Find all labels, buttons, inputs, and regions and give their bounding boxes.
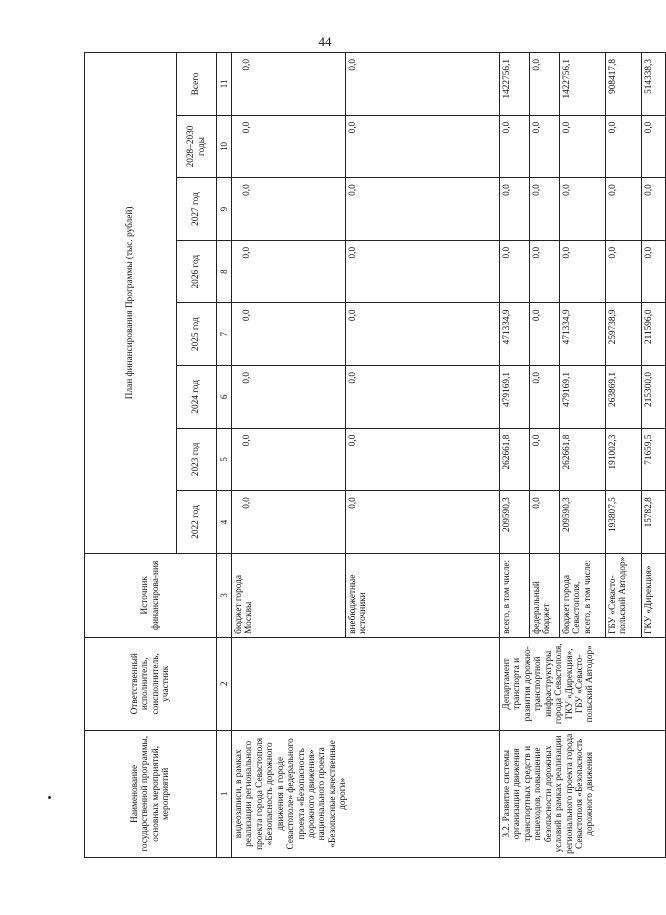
funding-source: внебюджетные источники (346, 553, 500, 637)
value-cell: 0,0 (346, 428, 500, 491)
funding-source: федеральный бюджет (530, 553, 560, 637)
value-cell: 0,0 (346, 53, 500, 116)
value-cell: 71659,5 (642, 428, 666, 491)
executor-cell: Департамент транспорта и развития дорожно-транспортной инфраструктуры города Севастополя, ГКУ «Дирекция», ГБУ «Севасто-польский Автодор» (500, 637, 666, 730)
value-cell: 0,0 (346, 366, 500, 429)
funding-source: всего, в том числе: (500, 553, 530, 637)
funding-source: ГБУ «Севасто-польский Автодор» (606, 553, 642, 637)
value-cell: 0,0 (232, 491, 346, 554)
financing-table (84, 52, 666, 858)
value-cell: 0,0 (606, 240, 642, 303)
funding-source: бюджет города Севастополя, всего, в том числе: (560, 553, 606, 637)
column-number: 2 (217, 637, 232, 730)
rotated-table-container (84, 52, 655, 858)
value-cell: 908417,8 (606, 53, 642, 116)
value-cell: 0,0 (530, 115, 560, 178)
value-cell: 0,0 (232, 240, 346, 303)
value-cell: 259738,9 (606, 303, 642, 366)
value-cell: 215300,0 (642, 366, 666, 429)
value-cell: 514338,3 (642, 53, 666, 116)
header-year: 2026 год (177, 240, 217, 303)
value-cell: 191002,3 (606, 428, 642, 491)
value-cell: 0,0 (642, 240, 666, 303)
header-source: Источник финансирова-ния (85, 553, 217, 637)
header-year: 2028–2030 годы (177, 115, 217, 178)
column-number: 4 (217, 491, 232, 554)
value-cell: 471334,9 (560, 303, 606, 366)
column-number: 9 (217, 178, 232, 241)
column-number: 5 (217, 428, 232, 491)
scan-speck (48, 796, 51, 799)
value-cell: 0,0 (560, 115, 606, 178)
value-cell: 0,0 (346, 178, 500, 241)
funding-source: ГКУ «Дирекция» (642, 553, 666, 637)
value-cell: 0,0 (500, 115, 530, 178)
value-cell: 479169,1 (500, 366, 530, 429)
executor-cell (232, 637, 500, 730)
value-cell: 0,0 (606, 115, 642, 178)
column-number: 8 (217, 240, 232, 303)
value-cell: 211596,0 (642, 303, 666, 366)
value-cell: 0,0 (346, 240, 500, 303)
value-cell: 0,0 (530, 366, 560, 429)
value-cell: 0,0 (232, 53, 346, 116)
header-executor: Ответственный исполнитель, соисполнитель, участник (85, 637, 217, 730)
table-viewport (84, 52, 655, 858)
header-year: Всего (177, 53, 217, 116)
value-cell: 471334,9 (500, 303, 530, 366)
value-cell: 209590,3 (500, 491, 530, 554)
value-cell: 0,0 (530, 240, 560, 303)
value-cell: 0,0 (606, 178, 642, 241)
column-number: 11 (217, 53, 232, 116)
value-cell: 262661,8 (500, 428, 530, 491)
value-cell: 0,0 (500, 178, 530, 241)
column-number: 3 (217, 553, 232, 637)
column-number: 1 (217, 730, 232, 857)
activity-name: 3.2. Развитие системы организации движения транспортных средств и пешеходов, повышение безопасности дорожных условий в рамках реализации регионального проекта города Севастополя «Безопасность дорожного движения (500, 730, 666, 857)
funding-source: бюджет города Москвы (232, 553, 346, 637)
header-year: 2024 год (177, 366, 217, 429)
value-cell: 479169,1 (560, 366, 606, 429)
value-cell: 0,0 (232, 178, 346, 241)
value-cell: 0,0 (232, 428, 346, 491)
header-year: 2027 год (177, 178, 217, 241)
value-cell: 15782,8 (642, 491, 666, 554)
value-cell: 0,0 (232, 115, 346, 178)
value-cell: 0,0 (530, 491, 560, 554)
value-cell: 0,0 (530, 178, 560, 241)
column-number: 10 (217, 115, 232, 178)
value-cell: 262661,8 (560, 428, 606, 491)
value-cell: 0,0 (346, 115, 500, 178)
header-year: 2022 год (177, 491, 217, 554)
value-cell: 209590,3 (560, 491, 606, 554)
value-cell: 0,0 (346, 491, 500, 554)
header-financing-plan: План финансирования Программы (тыс. рублей) (85, 53, 177, 554)
value-cell: 1422756,1 (500, 53, 530, 116)
value-cell: 0,0 (530, 53, 560, 116)
column-number: 7 (217, 303, 232, 366)
value-cell: 0,0 (560, 240, 606, 303)
value-cell: 0,0 (346, 303, 500, 366)
value-cell: 0,0 (530, 428, 560, 491)
value-cell: 193807,5 (606, 491, 642, 554)
value-cell: 263869,1 (606, 366, 642, 429)
activity-name: видеозаписи, в рамках реализации регионального проекта города Севастополя «Безопасность дорожного движения в городе Севастополе» федерального проекта «Безопасность дорожного движения» национального проекта «Безопасные качественные дороги» (232, 730, 500, 857)
header-name: Наименование государственной программы, основных мероприятий, мероприятий (85, 730, 217, 857)
value-cell: 0,0 (232, 303, 346, 366)
value-cell: 0,0 (642, 115, 666, 178)
value-cell: 0,0 (232, 366, 346, 429)
value-cell: 0,0 (530, 303, 560, 366)
header-year: 2025 год (177, 303, 217, 366)
header-year: 2023 год (177, 428, 217, 491)
column-number: 6 (217, 366, 232, 429)
page-number: 44 (318, 34, 332, 49)
value-cell: 0,0 (500, 240, 530, 303)
value-cell: 0,0 (642, 178, 666, 241)
value-cell: 1422756,1 (560, 53, 606, 116)
value-cell: 0,0 (560, 178, 606, 241)
